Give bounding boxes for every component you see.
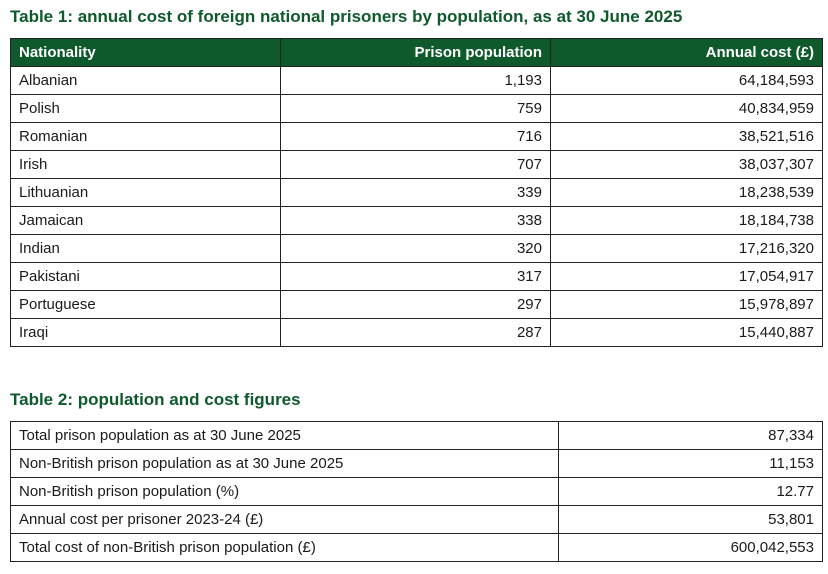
population-and-cost-table <box>10 421 823 562</box>
column-header-prison-population: Prison population <box>281 39 551 67</box>
table1-title: Table 1: annual cost of foreign national prisoners by population, as at 30 June 2025 <box>10 7 683 26</box>
table-row <box>11 67 823 95</box>
column-header-nationality: Nationality <box>11 39 281 67</box>
annual-cost-cell: 18,238,539 <box>551 179 823 207</box>
table2-title: Table 2: population and cost figures <box>10 390 301 409</box>
table-row <box>11 422 823 450</box>
prison-population-cell: 707 <box>281 151 551 179</box>
annual-cost-cell: 38,521,516 <box>551 123 823 151</box>
figure-label-cell: Non-British prison population as at 30 June 2025 <box>11 450 559 478</box>
table-row <box>11 319 823 347</box>
annual-cost-cell: 18,184,738 <box>551 207 823 235</box>
figure-value-cell: 87,334 <box>559 422 823 450</box>
table-row <box>11 263 823 291</box>
nationality-cell: Indian <box>11 235 281 263</box>
prison-population-cell: 716 <box>281 123 551 151</box>
nationality-cell: Iraqi <box>11 319 281 347</box>
table-row <box>11 534 823 562</box>
table-row <box>11 478 823 506</box>
prison-population-cell: 338 <box>281 207 551 235</box>
nationality-cell: Jamaican <box>11 207 281 235</box>
annual-cost-cell: 17,054,917 <box>551 263 823 291</box>
column-header-annual-cost: Annual cost (£) <box>551 39 823 67</box>
prison-population-cell: 297 <box>281 291 551 319</box>
prison-population-cell: 759 <box>281 95 551 123</box>
table-row <box>11 235 823 263</box>
prison-population-cell: 1,193 <box>281 67 551 95</box>
table-row <box>11 207 823 235</box>
nationality-cell: Polish <box>11 95 281 123</box>
table-row <box>11 95 823 123</box>
figure-label-cell: Annual cost per prisoner 2023-24 (£) <box>11 506 559 534</box>
annual-cost-cell: 15,978,897 <box>551 291 823 319</box>
figure-label-cell: Total prison population as at 30 June 2025 <box>11 422 559 450</box>
figure-label-cell: Non-British prison population (%) <box>11 478 559 506</box>
figure-value-cell: 12.77 <box>559 478 823 506</box>
figure-value-cell: 600,042,553 <box>559 534 823 562</box>
annual-cost-cell: 15,440,887 <box>551 319 823 347</box>
annual-cost-cell: 17,216,320 <box>551 235 823 263</box>
table-row <box>11 450 823 478</box>
prison-population-cell: 339 <box>281 179 551 207</box>
figure-value-cell: 11,153 <box>559 450 823 478</box>
table-row <box>11 291 823 319</box>
nationality-cell: Lithuanian <box>11 179 281 207</box>
prison-population-cell: 287 <box>281 319 551 347</box>
annual-cost-cell: 64,184,593 <box>551 67 823 95</box>
table-header-row <box>11 39 823 67</box>
prison-population-cell: 317 <box>281 263 551 291</box>
figure-label-cell: Total cost of non-British prison population (£) <box>11 534 559 562</box>
annual-cost-cell: 40,834,959 <box>551 95 823 123</box>
figure-value-cell: 53,801 <box>559 506 823 534</box>
nationality-cell: Albanian <box>11 67 281 95</box>
nationality-cell: Irish <box>11 151 281 179</box>
nationality-cell: Portuguese <box>11 291 281 319</box>
annual-cost-cell: 38,037,307 <box>551 151 823 179</box>
nationality-cell: Pakistani <box>11 263 281 291</box>
prison-population-cell: 320 <box>281 235 551 263</box>
nationality-cell: Romanian <box>11 123 281 151</box>
table-row <box>11 179 823 207</box>
table-row <box>11 506 823 534</box>
cost-by-nationality-table <box>10 38 823 347</box>
table-row <box>11 123 823 151</box>
table-row <box>11 151 823 179</box>
